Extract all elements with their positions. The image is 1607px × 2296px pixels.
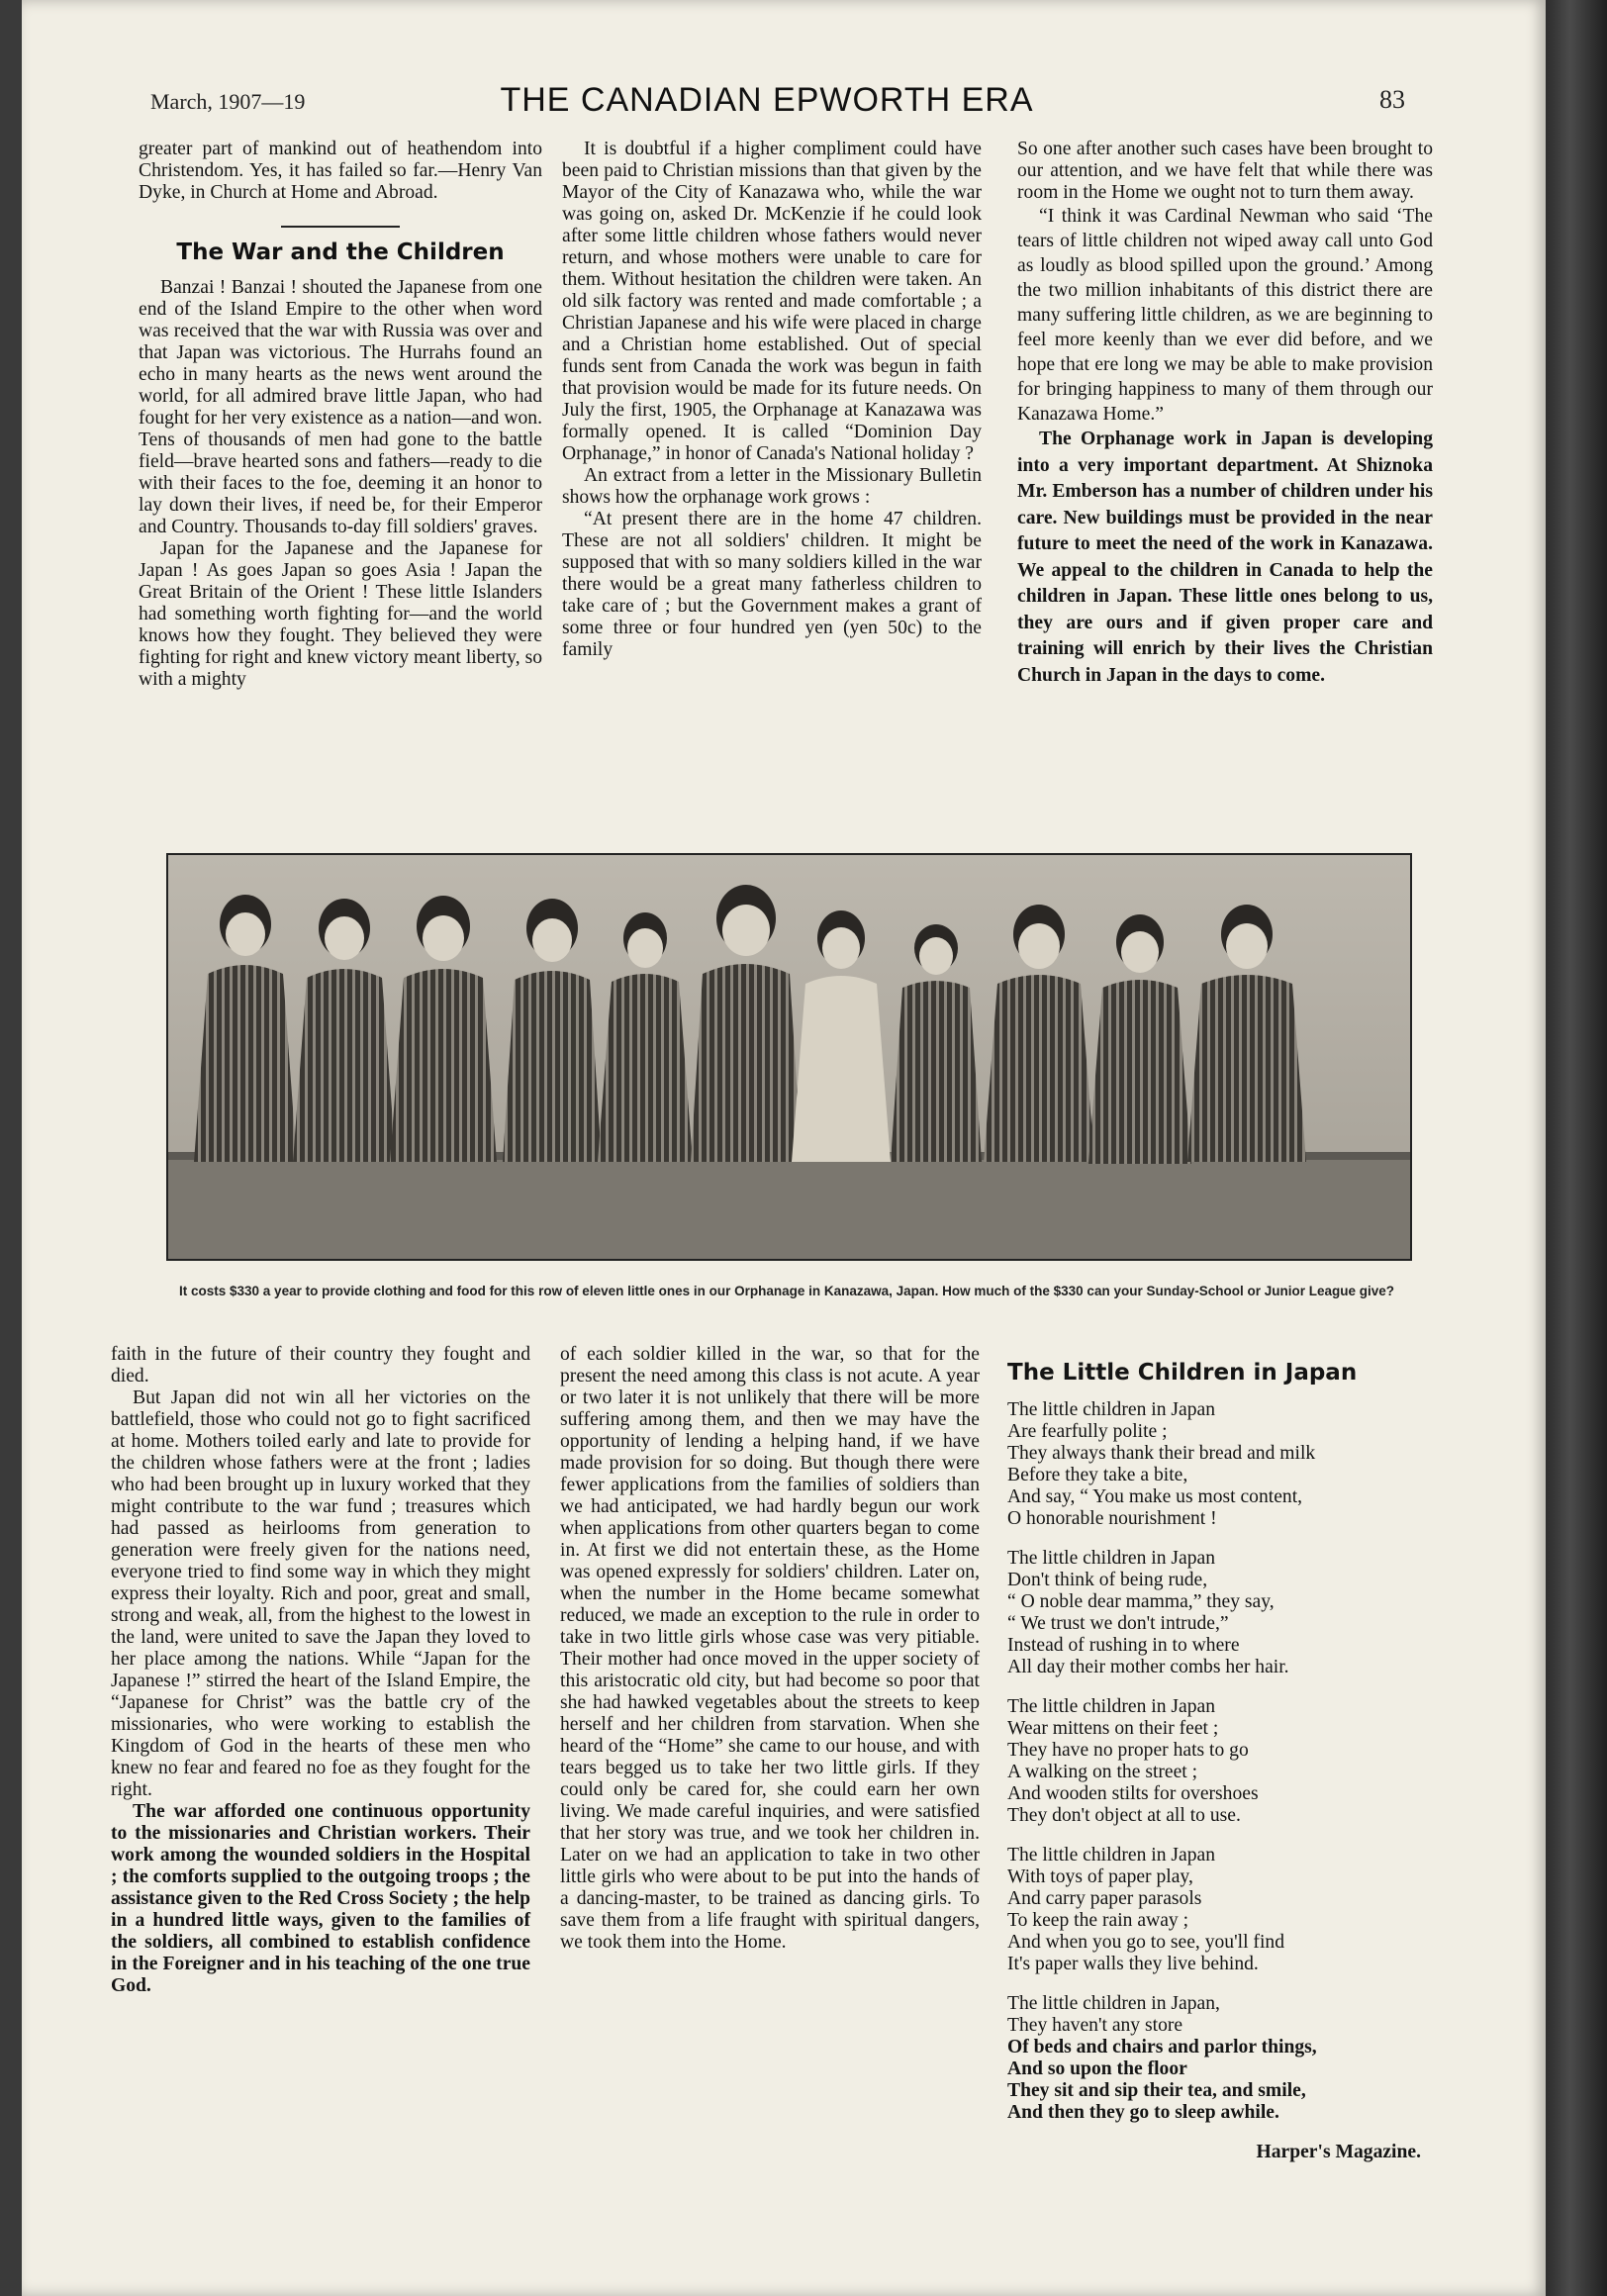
- column-2-top: [562, 139, 982, 661]
- paragraph: “At present there are in the home 47 children. These are not all soldiers' children. It might be supposed that with so many soldiers killed in the war there would be a great many fatherless children to take care of ; but the Government makes a grant of some three or four hundred yen (yen 50c) to the family: [562, 509, 982, 660]
- column-1-bottom: [111, 1344, 530, 1997]
- poem-line: They don't object at all to use.: [1007, 1805, 1241, 1826]
- poem-stanza: [1007, 1696, 1433, 1827]
- orphanage-photo: [166, 853, 1412, 1261]
- article-title: The War and the Children: [176, 239, 505, 265]
- poem-line: “ We trust we don't intrude,”: [1007, 1613, 1229, 1634]
- poem-line: Instead of rushing in to where: [1007, 1635, 1240, 1656]
- poem-line: And carry paper parasols: [1007, 1888, 1202, 1909]
- poem-line: A walking on the street ;: [1007, 1762, 1198, 1782]
- poem-stanzas: [1007, 1399, 1433, 2124]
- poem-line: The little children in Japan: [1007, 1696, 1216, 1717]
- poem-line: And so upon the floor: [1007, 2058, 1187, 2079]
- paragraph: The war afforded one continuous opportunity to the missionaries and Christian workers. Their work among the wounded soldiers in the Hospital ; the comforts supplied to the outgoing troops ; the assistance given to the Red Cross Society ; the help in a hundred little ways, given to the families of the soldiers, all combined to establish confidence in the Foreigner and in his teaching of the one true God.: [111, 1801, 530, 1996]
- intro-paragraph: greater part of mankind out of heathendom into Christendom. Yes, it has failed so far.—Henry Van Dyke, in Church at Home and Abroad.: [139, 139, 542, 203]
- poem-line: They have no proper hats to go: [1007, 1740, 1249, 1761]
- page-number: 83: [1379, 85, 1405, 114]
- paragraph: Banzai ! Banzai ! shouted the Japanese from one end of the Island Empire to the other when word was received that the war with Russia was over and that Japan was victorious. The Hurrahs found an echo in many hearts as the news went around the world, for all admired brave little Japan, who had fought for her very existence as a nation—and won. Tens of thousands of men had gone to the battle field—brave hearted sons and fathers—ready to die with their faces to the foe, deeming it an honor to lay down their lives, if need be, for their Emperor and Country. Thousands to-day fill soldiers' graves.: [139, 277, 542, 537]
- paragraph: The Orphanage work in Japan is developing into a very important department. At Shiznoka Mr. Emberson has a number of children under his care. New buildings must be provided in the near future to meet the need of the work in Kanazawa. We appeal to the children in Canada to help the children in Japan. These little ones belong to us, they are ours and if given proper care and training will enrich by their lives the Christian Church in Japan in the days to come.: [1017, 429, 1433, 686]
- poem-line: The little children in Japan: [1007, 1548, 1216, 1569]
- paragraph: Japan for the Japanese and the Japanese for Japan ! As goes Japan so goes Asia ! Japan the Great Britain of the Orient ! These little Islanders had something worth fighting for—and the world knows how they fought. They believed they were fighting for right and knew victory meant liberty, so with a mighty: [139, 538, 542, 690]
- poem-stanza: [1007, 1845, 1433, 1975]
- paragraph: An extract from a letter in the Missionary Bulletin shows how the orphanage work grows :: [562, 465, 982, 508]
- poem-line: “ O noble dear mamma,” they say,: [1007, 1591, 1275, 1612]
- poem-stanza: [1007, 1548, 1433, 1678]
- poem-stanza: [1007, 1993, 1433, 2124]
- book-spine: [1546, 0, 1607, 2296]
- running-header: [129, 81, 1405, 131]
- section-rule: [281, 226, 400, 228]
- photo-caption: It costs $330 a year to provide clothing and food for this row of eleven little ones in our Orphanage in Kanazawa, Japan. How much of the $330 can your Sunday-School or Junior League give?: [179, 1284, 1394, 1298]
- paragraph: faith in the future of their country they fought and died.: [111, 1344, 530, 1387]
- paragraph: It is doubtful if a higher compliment could have been paid to Christian missions than that given by the Mayor of the City of Kanazawa who, while the war was going on, asked Dr. McKenzie if he could look after some little children whose fathers would never return, and whose mothers were unable to care for them. Without hesitation the children were taken. An old silk factory was rented and made comfortable ; a Christian Japanese and his wife were placed in charge and a Christian home established. Out of special funds sent from Canada the work was begun in faith that provision would be made for its future needs. On July the first, 1905, the Orphanage at Kanazawa was formally opened. It is called “Dominion Day Orphanage,” in honor of Canada's National holiday ?: [562, 139, 982, 464]
- column-2-bottom: [560, 1344, 980, 1954]
- poem-stanza: [1007, 1399, 1433, 1530]
- column-1-top: [139, 139, 542, 691]
- poem-line: Of beds and chairs and parlor things,: [1007, 2037, 1317, 2057]
- poem-line: They haven't any store: [1007, 2015, 1183, 2036]
- paragraph: But Japan did not win all her victories on the battlefield, those who could not go to fight sacrificed at home. Mothers toiled early and late to provide for the children whose fathers were at the front ; ladies who had been brought up in luxury worked that they might contribute to the war fund ; treasures which had passed as heirlooms from generation to generation were freely given for the nations need, everyone tried to find some way in which they might express their loyalty. Rich and poor, great and small, strong and weak, all, from the highest to the lowest in the land, were united to save the Japan they loved to her place among the nations. While “Japan for the Japanese !” stirred the heart of the Island Empire, the “Japanese for Christ” was the battle cry of the missionaries, who were working to establish the Kingdom of God in the hearts of these men who knew no fear and feared no foe as they fought for the right.: [111, 1387, 530, 1800]
- poem: [1007, 1362, 1433, 2163]
- poem-line: To keep the rain away ;: [1007, 1910, 1189, 1931]
- paragraph: “I think it was Cardinal Newman who said ‘The tears of little children not wiped away call unto God as loudly as blood spilled upon the ground.’ Among the two million inhabitants of this district there are many suffering little children, as we are beginning to feel more keenly than we ever did before, and we hope that ere long we may be able to make provision for bringing happiness to many of them through our Kanazawa Home.”: [1017, 206, 1433, 425]
- poem-line: With toys of paper play,: [1007, 1866, 1193, 1887]
- poem-line: The little children in Japan: [1007, 1845, 1216, 1866]
- poem-line: It's paper walls they live behind.: [1007, 1954, 1259, 1974]
- poem-title: The Little Children in Japan: [1007, 1360, 1358, 1386]
- poem-line: Wear mittens on their feet ;: [1007, 1718, 1219, 1739]
- poem-line: And when you go to see, you'll find: [1007, 1932, 1284, 1953]
- poem-line: All day their mother combs her hair.: [1007, 1657, 1289, 1677]
- publication-title: THE CANADIAN EPWORTH ERA: [500, 81, 1034, 119]
- poem-line: And wooden stilts for overshoes: [1007, 1783, 1259, 1804]
- poem-attribution: Harper's Magazine.: [1256, 2142, 1421, 2162]
- poem-line: Don't think of being rude,: [1007, 1570, 1208, 1590]
- poem-line: And say, “ You make us most content,: [1007, 1486, 1303, 1507]
- issue-date: March, 1907—19: [150, 89, 306, 114]
- paragraph: of each soldier killed in the war, so that for the present the need among this class is not acute. A year or two later it is not unlikely that there will be more suffering among them, and then we may have the opportunity of lending a helping hand, if we have made provision for so doing. But though there were fewer applications from the families of soldiers than we had anticipated, we had hardly begun our work when applications from other quarters began to come in. At first we did not entertain these, as the Home was opened expressly for soldiers' children. Later on, when the number in the Home became somewhat reduced, we made an exception to the rule in order to take in two little girls whose case was very pitiable. Their mother had once moved in the upper society of this aristocratic old city, but had become so poor that she had hawked vegetables about the streets to keep herself and her children from starvation. When she heard of the “Home” she came to our house, and with tears begged us to take her two little girls. If they could only be cared for, she could earn her own living. We made careful inquiries, and were satisfied that her story was true, and we took her children in. Later on we had an application to take in two other little girls who were about to be put into the hands of a dancing-master, to be trained as dancing girls. To save them from a life fraught with spiritual dangers, we took them into the Home.: [560, 1344, 980, 1953]
- poem-line: They sit and sip their tea, and smile,: [1007, 2080, 1306, 2101]
- poem-line: O honorable nourishment !: [1007, 1508, 1217, 1529]
- poem-line: And then they go to sleep awhile.: [1007, 2102, 1279, 2123]
- column-3-top: [1017, 139, 1433, 689]
- paragraph: So one after another such cases have been brought to our attention, and we have felt that while there was room in the Home we ought not to turn them away.: [1017, 139, 1433, 203]
- poem-line: They always thank their bread and milk: [1007, 1443, 1316, 1464]
- poem-line: The little children in Japan: [1007, 1399, 1216, 1420]
- poem-line: Before they take a bite,: [1007, 1465, 1188, 1485]
- poem-line: The little children in Japan,: [1007, 1993, 1220, 2014]
- poem-line: Are fearfully polite ;: [1007, 1421, 1168, 1442]
